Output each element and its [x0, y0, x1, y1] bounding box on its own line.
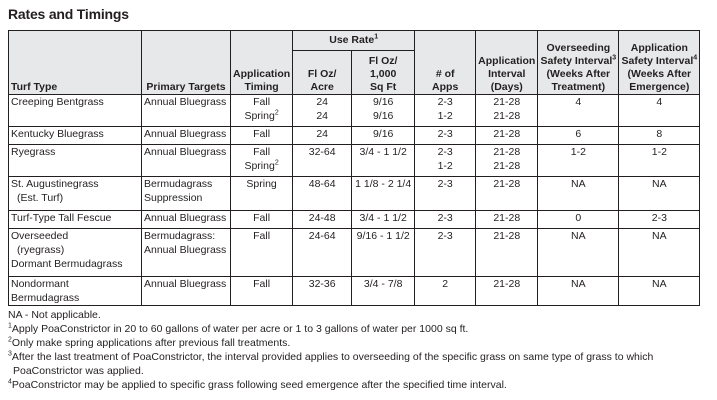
footnote-2: $^2$Only make spring applications after previous fall treatments. [8, 336, 291, 349]
table-row [9, 177, 700, 211]
table-row [9, 211, 700, 229]
cell-overseeding-safety: 1-2 [538, 145, 619, 177]
cell-overseeding-safety: NA [538, 277, 619, 306]
cell-fl-oz-acre: 24 24 [293, 95, 352, 127]
footnote-1: $^1$Apply PoaConstrictor in 20 to 60 gallons of water per acre or 1 to 3 gallons of water per 1000 sq ft. [8, 322, 469, 335]
table-row [9, 145, 700, 177]
header-use-rate: Use Rate$^1$ [293, 31, 415, 51]
cell-application-interval: 21-28 [476, 277, 538, 306]
cell-application-timing: Fall [231, 211, 293, 229]
cell-turf-type: Nondormant Bermudagrass [9, 277, 142, 306]
cell-application-timing: Fall [231, 277, 293, 306]
cell-fl-oz-1000-sqft: 3/4 - 7/8 [352, 277, 415, 306]
cell-turf-type: Ryegrass [9, 145, 142, 177]
cell-application-timing: Fall Spring$^2$ [231, 145, 293, 177]
cell-application-timing: Spring [231, 177, 293, 211]
cell-overseeding-safety: NA [538, 177, 619, 211]
cell-turf-type: Creeping Bentgrass [9, 95, 142, 127]
cell-primary-targets: Annual Bluegrass [142, 277, 231, 306]
cell-application-interval: 21-28 [476, 177, 538, 211]
cell-num-apps: 2-3 1-2 [415, 145, 476, 177]
header-application-interval: Application Interval (Days) [476, 31, 538, 95]
cell-application-safety: 1-2 [619, 145, 700, 177]
cell-num-apps: 2-3 [415, 229, 476, 277]
cell-turf-type: Kentucky Bluegrass [9, 127, 142, 145]
table-row [9, 95, 700, 127]
header-num-apps: # of Apps [415, 31, 476, 95]
cell-fl-oz-acre: 24-48 [293, 211, 352, 229]
cell-fl-oz-acre: 24-64 [293, 229, 352, 277]
header-primary-targets: Primary Targets [142, 31, 231, 95]
cell-primary-targets: Annual Bluegrass [142, 95, 231, 127]
header-overseeding-safety-interval: Overseeding Safety Interval$^3$ (Weeks After Treatment) [538, 31, 619, 95]
header-application-timing: Application Timing [231, 31, 293, 95]
cell-num-apps: 2-3 [415, 211, 476, 229]
cell-primary-targets: Bermudagrass Suppression [142, 177, 231, 211]
cell-overseeding-safety: 4 [538, 95, 619, 127]
cell-application-interval: 21-28 [476, 229, 538, 277]
cell-fl-oz-1000-sqft: 9/16 [352, 127, 415, 145]
cell-fl-oz-acre: 48-64 [293, 177, 352, 211]
footnote-na: NA - Not applicable. [8, 309, 101, 321]
cell-application-safety: NA [619, 229, 700, 277]
cell-application-interval: 21-28 21-28 [476, 95, 538, 127]
cell-application-safety: 8 [619, 127, 700, 145]
cell-overseeding-safety: NA [538, 229, 619, 277]
header-application-safety-interval: Application Safety Interval$^4$ (Weeks After Emergence) [619, 31, 700, 95]
table-row [9, 127, 700, 145]
header-fl-oz-1000-sqft: Fl Oz/ 1,000 Sq Ft [352, 51, 415, 95]
cell-application-safety: NA [619, 277, 700, 306]
cell-application-timing: Fall [231, 229, 293, 277]
cell-application-interval: 21-28 [476, 127, 538, 145]
page-title: Rates and Timings [8, 6, 129, 22]
cell-application-timing: Fall Spring$^2$ [231, 95, 293, 127]
cell-fl-oz-1000-sqft: 3/4 - 1 1/2 [352, 211, 415, 229]
cell-application-safety: NA [619, 177, 700, 211]
cell-fl-oz-acre: 32-64 [293, 145, 352, 177]
cell-fl-oz-1000-sqft: 9/16 9/16 [352, 95, 415, 127]
cell-primary-targets: Annual Bluegrass [142, 211, 231, 229]
table-row [9, 229, 700, 277]
table-header [9, 31, 700, 95]
cell-num-apps: 2-3 [415, 177, 476, 211]
footnote-4: $^4$PoaConstrictor may be applied to specific grass following seed emergence after the specified time interval. [8, 378, 507, 391]
cell-overseeding-safety: 6 [538, 127, 619, 145]
cell-overseeding-safety: 0 [538, 211, 619, 229]
footnotes [8, 308, 708, 392]
cell-fl-oz-1000-sqft: 1 1/8 - 2 1/4 [352, 177, 415, 211]
cell-num-apps: 2 [415, 277, 476, 306]
header-fl-oz-acre: Fl Oz/ Acre [293, 51, 352, 95]
cell-turf-type: St. Augustinegrass (Est. Turf) [9, 177, 142, 211]
cell-fl-oz-1000-sqft: 9/16 - 1 1/2 [352, 229, 415, 277]
cell-application-interval: 21-28 21-28 [476, 145, 538, 177]
cell-fl-oz-acre: 24 [293, 127, 352, 145]
rates-table [8, 30, 700, 306]
cell-turf-type: Overseeded (ryegrass) Dormant Bermudagrass [9, 229, 142, 277]
cell-turf-type: Turf-Type Tall Fescue [9, 211, 142, 229]
footnote-3: $^3$After the last treatment of PoaConstrictor, the interval provided applies to overseeding of the specific grass on same type of grass to which PoaConstrictor was applied. [8, 350, 654, 377]
cell-primary-targets: Annual Bluegrass [142, 145, 231, 177]
cell-fl-oz-1000-sqft: 3/4 - 1 1/2 [352, 145, 415, 177]
cell-num-apps: 2-3 [415, 127, 476, 145]
cell-application-safety: 2-3 [619, 211, 700, 229]
cell-application-interval: 21-28 [476, 211, 538, 229]
table-row [9, 277, 700, 306]
cell-application-safety: 4 [619, 95, 700, 127]
cell-application-timing: Fall [231, 127, 293, 145]
cell-primary-targets: Bermudagrass: Annual Bluegrass [142, 229, 231, 277]
cell-num-apps: 2-3 1-2 [415, 95, 476, 127]
cell-primary-targets: Annual Bluegrass [142, 127, 231, 145]
header-turf-type: Turf Type [9, 31, 142, 95]
cell-fl-oz-acre: 32-36 [293, 277, 352, 306]
